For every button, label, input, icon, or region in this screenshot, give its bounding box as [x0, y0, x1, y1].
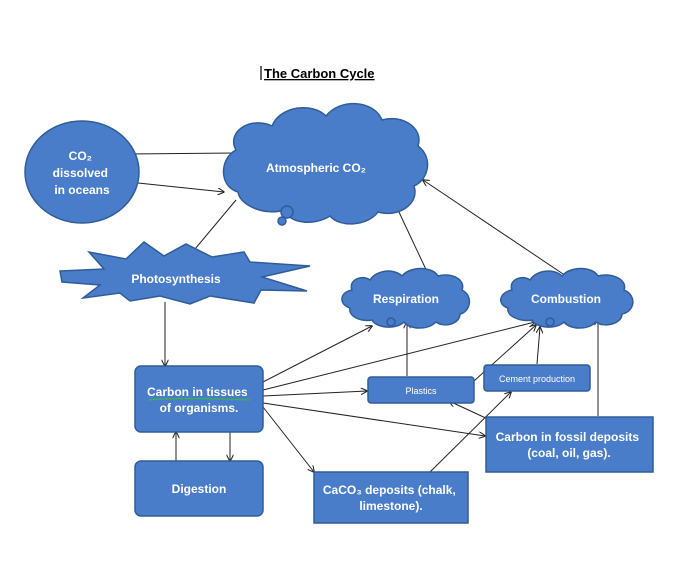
node-atmospheric-co2-label: Atmospheric CO₂	[265, 161, 367, 175]
node-tissues	[135, 366, 263, 432]
node-caco3	[314, 472, 468, 523]
arrow-tissues-to-respiration	[263, 326, 372, 382]
node-combustion	[501, 269, 633, 329]
node-co2-oceans-label: CO₂ dissolved in oceans	[52, 149, 110, 197]
arrow-cement-to-combustion	[537, 327, 540, 364]
arrow-atmos-to-oceans	[128, 153, 236, 154]
arrow-tissues-to-fossil	[263, 403, 485, 436]
node-atmospheric-co2	[224, 104, 428, 225]
node-caco3-label: CaCO₃ deposits (chalk, limestone).	[322, 483, 456, 513]
node-digestion	[135, 461, 263, 516]
arrow-oceans-to-atmos	[138, 183, 224, 192]
node-plastics-label: Plastics	[405, 386, 437, 396]
node-combustion-label: Combustion	[531, 292, 601, 306]
node-plastics	[368, 377, 474, 403]
node-cement	[484, 365, 590, 391]
arrow-tissues-to-plastics	[263, 391, 367, 396]
node-respiration-label: Respiration	[372, 292, 440, 306]
arrow-atmos-to-photosynthesis	[190, 200, 236, 255]
node-fossil-label: Carbon in fossil deposits (coal, oil, gas).	[495, 430, 640, 460]
node-cement-label: Cement production	[498, 374, 576, 384]
arrow-tissues-to-caco3	[263, 407, 314, 472]
node-co2-oceans	[25, 121, 139, 223]
node-photosynthesis-label: Photosynthesis	[131, 272, 221, 286]
arrow-fossil-to-plastics	[449, 401, 490, 420]
arrow-combustion-to-atmos	[423, 180, 575, 282]
node-fossil	[486, 417, 653, 472]
diagram-title: The Carbon Cycle	[264, 66, 375, 81]
node-photosynthesis	[60, 242, 310, 304]
node-digestion-label: Digestion	[171, 482, 227, 496]
node-tissues-label: Carbon in tissues of organisms.	[146, 385, 248, 415]
node-respiration	[342, 269, 469, 329]
